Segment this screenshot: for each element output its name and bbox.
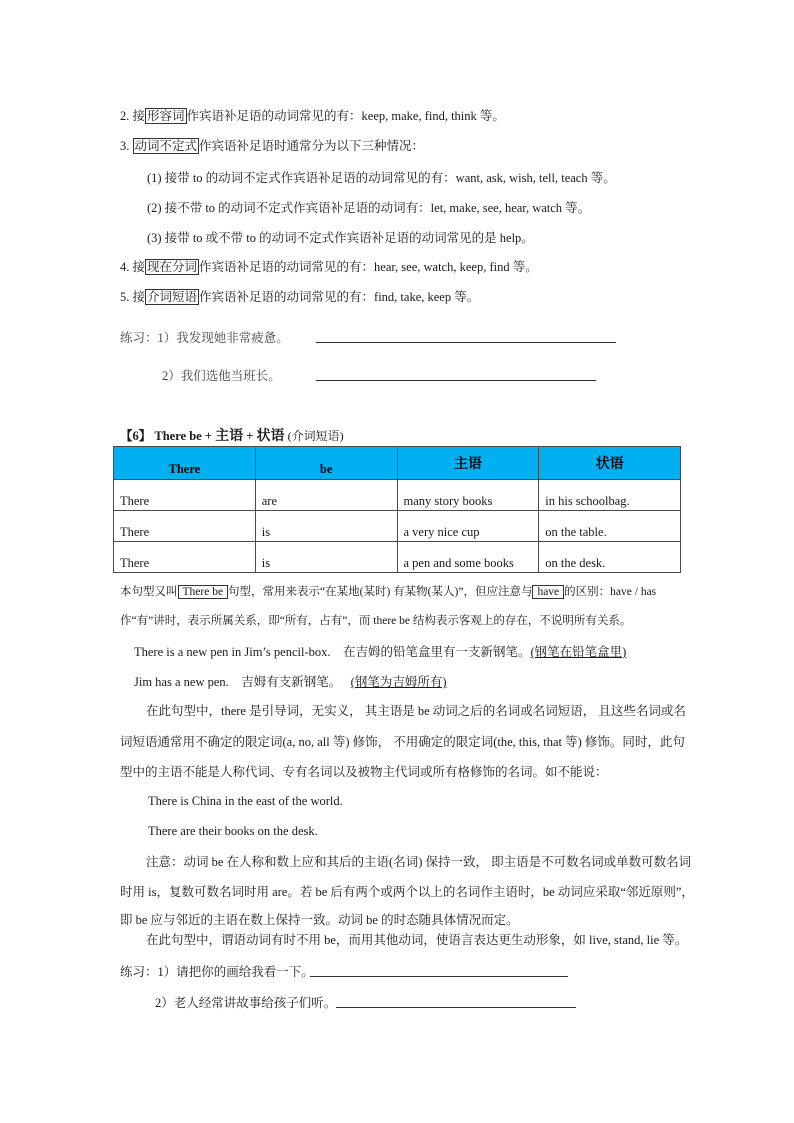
answer-blank[interactable] [316, 330, 616, 343]
example-1: There is a new pen in Jim’s pencil-box. 在吉姆的铅笔盒里有一支新钢笔。(钢笔在铅笔盒里) [134, 645, 627, 659]
explain-para-4: 在此句型中，谓语动词有时不用 be，而用其他动词，使语言表达更生动形象，如 live, stand, lie 等。 [146, 933, 688, 947]
column-header: 状语 [539, 447, 681, 480]
table-cell: There [114, 511, 256, 542]
explain-para-3-line-2: 时用 is，复数可数名词时用 are。若 be 后有两个或两个以上的名词作主语时，be 动词应采取“邻近原则”， [120, 885, 694, 899]
table-cell: There [114, 480, 256, 511]
table-row [114, 480, 681, 511]
table-cell: There [114, 542, 256, 573]
explain-para-2-line-2: 词短语通常用不确定的限定词(a, no, all 等) 修饰， 不用确定的限定词(the, this, that 等) 修饰。同时，此句 [120, 735, 685, 749]
answer-blank[interactable] [310, 964, 568, 977]
column-header: 主语 [397, 447, 539, 480]
table-cell: a pen and some books [397, 542, 539, 573]
section-6-heading: 【6】 There be + 主语 + 状语 (介词短语) [120, 429, 344, 444]
table-cell: on the table. [539, 511, 681, 542]
explain-para-3-line-1: 注意：动词 be 在人称和数上应和其后的主语(名词) 保持一致， 即主语是不可数名词或单数可数名词 [146, 855, 692, 869]
practice-2-item-1: 练习：1）请把你的画给我看一下。 [120, 965, 314, 979]
boxed-term: 现在分词 [147, 260, 198, 274]
practice-2-item-2: 2）老人经常讲故事给孩子们听。 [155, 996, 337, 1010]
practice-1-item-2: 2）我们选他当班长。 [162, 369, 281, 383]
table-cell: a very nice cup [397, 511, 539, 542]
rule-line-3-1: (1) 接带 to 的动词不定式作宾语补足语的动词常见的有：want, ask, wish, tell, teach 等。 [147, 171, 616, 185]
table-cell: many story books [397, 480, 539, 511]
explain-para-2-line-1: 在此句型中，there 是引导词，无实义， 其主语是 be 动词之后的名词或名词短语， 且这些名词或名 [146, 704, 686, 718]
table-cell: on the desk. [539, 542, 681, 573]
rule-line-3: 3. 动词不定式 作宾语补足语时通常分为以下三种情况： [120, 139, 425, 153]
table-cell: are [255, 480, 397, 511]
table-cell: is [255, 542, 397, 573]
table-cell: in his schoolbag. [539, 480, 681, 511]
explain-para-1-line-1: 本句型又叫 There be 句型，常用来表示“在某地(某时) 有某物(某人)”，但应注意与 have 的区别：have / has [120, 586, 657, 598]
boxed-term: 介词短语 [147, 290, 198, 304]
boxed-term: There be [178, 585, 229, 599]
table-row [114, 542, 681, 573]
bad-example-2: There are their books on the desk. [148, 824, 318, 838]
answer-blank[interactable] [336, 995, 576, 1008]
column-header: There [114, 447, 256, 480]
bad-example-1: There is China in the east of the world. [148, 794, 343, 808]
explain-para-2-line-3: 型中的主语不能是人称代词、专有名词以及被物主代词或所有格修饰的名词。如不能说： [120, 765, 608, 779]
explain-para-3-line-3: 即 be 应与邻近的主语在数上保持一致。动词 be 的时态随具体情况而定。 [120, 913, 519, 927]
practice-1-item-1: 练习：1）我发现她非常疲惫。 [120, 331, 289, 345]
answer-blank[interactable] [316, 368, 596, 381]
rule-line-3-2: (2) 接不带 to 的动词不定式作宾语补足语的动词有：let, make, see, hear, watch 等。 [147, 201, 591, 215]
explain-para-1-line-2: 作“有”讲时，表示所属关系，即“所有，占有”，而 there be 结构表示客观上的存在，不说明所有关系。 [120, 615, 632, 627]
rule-line-4: 4. 接 现在分词 作宾语补足语的动词常见的有：hear, see, watch, keep, find 等。 [120, 260, 538, 274]
rule-line-3-3: (3) 接带 to 或不带 to 的动词不定式作宾语补足语的动词常见的是 help。 [147, 231, 534, 245]
rule-line-2: 2. 接 形容词 作宾语补足语的动词常见的有：keep, make, find, think 等。 [120, 109, 505, 123]
column-header: be [255, 447, 397, 480]
table-cell: is [255, 511, 397, 542]
there-be-table [113, 446, 681, 573]
table-row [114, 511, 681, 542]
boxed-term: have [532, 585, 564, 599]
boxed-term: 形容词 [147, 109, 185, 123]
table-header-row [114, 447, 681, 480]
example-2: Jim has a new pen. 吉姆有支新钢笔。 (钢笔为吉姆所有) [134, 675, 447, 689]
rule-line-5: 5. 接 介词短语 作宾语补足语的动词常见的有：find, take, keep 等。 [120, 290, 480, 304]
boxed-term: 动词不定式 [134, 139, 198, 153]
